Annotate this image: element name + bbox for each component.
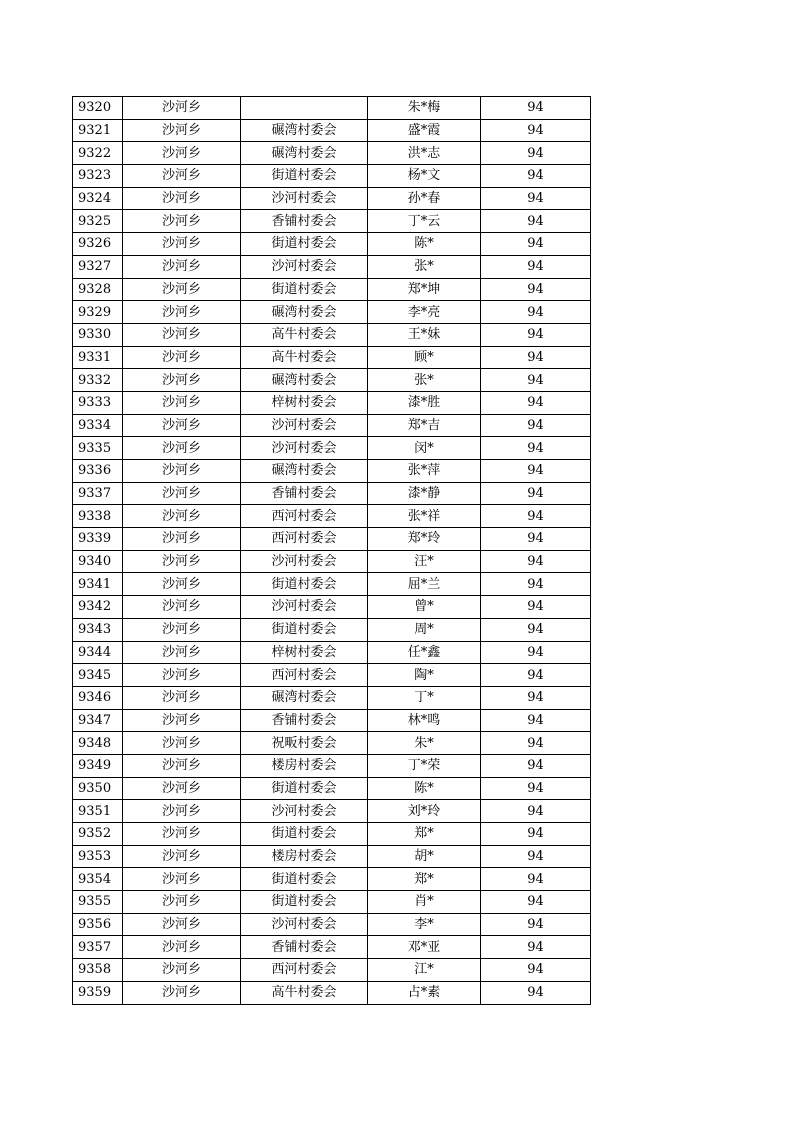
name-cell: 盛*霞 xyxy=(368,119,481,142)
village-committee-cell: 沙河村委会 xyxy=(241,437,368,460)
table-row xyxy=(73,754,591,777)
township-cell: 沙河乡 xyxy=(123,528,241,551)
name-cell: 漆*胜 xyxy=(368,391,481,414)
value-cell: 94 xyxy=(481,981,591,1004)
name-cell: 顾* xyxy=(368,346,481,369)
value-cell: 94 xyxy=(481,323,591,346)
township-cell: 沙河乡 xyxy=(123,913,241,936)
township-cell: 沙河乡 xyxy=(123,210,241,233)
row-number-cell: 9334 xyxy=(73,414,123,437)
value-cell: 94 xyxy=(481,550,591,573)
village-committee-cell: 碾湾村委会 xyxy=(241,119,368,142)
township-cell: 沙河乡 xyxy=(123,255,241,278)
row-number-cell: 9352 xyxy=(73,823,123,846)
value-cell: 94 xyxy=(481,823,591,846)
township-cell: 沙河乡 xyxy=(123,641,241,664)
row-number-cell: 9333 xyxy=(73,391,123,414)
township-cell: 沙河乡 xyxy=(123,97,241,120)
value-cell: 94 xyxy=(481,142,591,165)
value-cell: 94 xyxy=(481,482,591,505)
table-row xyxy=(73,482,591,505)
value-cell: 94 xyxy=(481,618,591,641)
row-number-cell: 9330 xyxy=(73,323,123,346)
village-committee-cell: 沙河村委会 xyxy=(241,550,368,573)
row-number-cell: 9323 xyxy=(73,165,123,188)
row-number-cell: 9359 xyxy=(73,981,123,1004)
name-cell: 胡* xyxy=(368,845,481,868)
value-cell: 94 xyxy=(481,255,591,278)
name-cell: 曾* xyxy=(368,596,481,619)
table-row xyxy=(73,233,591,256)
row-number-cell: 9338 xyxy=(73,505,123,528)
name-cell: 闵* xyxy=(368,437,481,460)
name-cell: 朱*梅 xyxy=(368,97,481,120)
table-row xyxy=(73,414,591,437)
village-committee-cell: 沙河村委会 xyxy=(241,255,368,278)
row-number-cell: 9340 xyxy=(73,550,123,573)
value-cell: 94 xyxy=(481,959,591,982)
village-committee-cell: 碾湾村委会 xyxy=(241,460,368,483)
value-cell: 94 xyxy=(481,596,591,619)
row-number-cell: 9324 xyxy=(73,187,123,210)
village-committee-cell: 梓树村委会 xyxy=(241,391,368,414)
table-row xyxy=(73,550,591,573)
village-committee-cell: 高牛村委会 xyxy=(241,323,368,346)
village-committee-cell: 街道村委会 xyxy=(241,618,368,641)
table-row xyxy=(73,278,591,301)
value-cell: 94 xyxy=(481,369,591,392)
village-committee-cell: 西河村委会 xyxy=(241,664,368,687)
value-cell: 94 xyxy=(481,754,591,777)
table-row xyxy=(73,868,591,891)
name-cell: 郑*玲 xyxy=(368,528,481,551)
township-cell: 沙河乡 xyxy=(123,346,241,369)
value-cell: 94 xyxy=(481,437,591,460)
value-cell: 94 xyxy=(481,165,591,188)
value-cell: 94 xyxy=(481,233,591,256)
value-cell: 94 xyxy=(481,845,591,868)
name-cell: 张*祥 xyxy=(368,505,481,528)
row-number-cell: 9339 xyxy=(73,528,123,551)
name-cell: 郑*吉 xyxy=(368,414,481,437)
township-cell: 沙河乡 xyxy=(123,460,241,483)
village-committee-cell: 沙河村委会 xyxy=(241,913,368,936)
township-cell: 沙河乡 xyxy=(123,323,241,346)
township-cell: 沙河乡 xyxy=(123,301,241,324)
value-cell: 94 xyxy=(481,573,591,596)
row-number-cell: 9356 xyxy=(73,913,123,936)
row-number-cell: 9350 xyxy=(73,777,123,800)
township-cell: 沙河乡 xyxy=(123,754,241,777)
row-number-cell: 9345 xyxy=(73,664,123,687)
table-row xyxy=(73,959,591,982)
value-cell: 94 xyxy=(481,278,591,301)
village-committee-cell: 碾湾村委会 xyxy=(241,301,368,324)
name-cell: 陈* xyxy=(368,777,481,800)
name-cell: 汪* xyxy=(368,550,481,573)
village-committee-cell: 西河村委会 xyxy=(241,505,368,528)
row-number-cell: 9332 xyxy=(73,369,123,392)
name-cell: 刘*玲 xyxy=(368,800,481,823)
table-row xyxy=(73,573,591,596)
village-committee-cell: 西河村委会 xyxy=(241,959,368,982)
table-row xyxy=(73,596,591,619)
township-cell: 沙河乡 xyxy=(123,936,241,959)
table-row xyxy=(73,323,591,346)
value-cell: 94 xyxy=(481,391,591,414)
township-cell: 沙河乡 xyxy=(123,414,241,437)
township-cell: 沙河乡 xyxy=(123,550,241,573)
value-cell: 94 xyxy=(481,505,591,528)
row-number-cell: 9336 xyxy=(73,460,123,483)
name-cell: 任*鑫 xyxy=(368,641,481,664)
village-committee-cell: 祝畈村委会 xyxy=(241,732,368,755)
row-number-cell: 9335 xyxy=(73,437,123,460)
township-cell: 沙河乡 xyxy=(123,369,241,392)
value-cell: 94 xyxy=(481,868,591,891)
value-cell: 94 xyxy=(481,732,591,755)
village-committee-cell: 高牛村委会 xyxy=(241,346,368,369)
village-committee-cell: 街道村委会 xyxy=(241,233,368,256)
name-cell: 林*鸣 xyxy=(368,709,481,732)
village-committee-cell: 沙河村委会 xyxy=(241,187,368,210)
township-cell: 沙河乡 xyxy=(123,777,241,800)
village-committee-cell: 香铺村委会 xyxy=(241,482,368,505)
township-cell: 沙河乡 xyxy=(123,709,241,732)
row-number-cell: 9353 xyxy=(73,845,123,868)
township-cell: 沙河乡 xyxy=(123,165,241,188)
township-cell: 沙河乡 xyxy=(123,142,241,165)
table-row xyxy=(73,823,591,846)
table-row xyxy=(73,97,591,120)
value-cell: 94 xyxy=(481,664,591,687)
table-row xyxy=(73,891,591,914)
name-cell: 屈*兰 xyxy=(368,573,481,596)
name-cell: 肖* xyxy=(368,891,481,914)
row-number-cell: 9337 xyxy=(73,482,123,505)
value-cell: 94 xyxy=(481,97,591,120)
row-number-cell: 9358 xyxy=(73,959,123,982)
name-cell: 张*萍 xyxy=(368,460,481,483)
village-committee-cell xyxy=(241,97,368,120)
township-cell: 沙河乡 xyxy=(123,119,241,142)
row-number-cell: 9343 xyxy=(73,618,123,641)
row-number-cell: 9329 xyxy=(73,301,123,324)
table-row xyxy=(73,528,591,551)
row-number-cell: 9331 xyxy=(73,346,123,369)
value-cell: 94 xyxy=(481,913,591,936)
name-cell: 江* xyxy=(368,959,481,982)
table-row xyxy=(73,664,591,687)
table-row xyxy=(73,505,591,528)
name-cell: 李*亮 xyxy=(368,301,481,324)
table-row xyxy=(73,936,591,959)
table-row xyxy=(73,142,591,165)
name-cell: 朱* xyxy=(368,732,481,755)
township-cell: 沙河乡 xyxy=(123,278,241,301)
table-row xyxy=(73,800,591,823)
row-number-cell: 9355 xyxy=(73,891,123,914)
row-number-cell: 9320 xyxy=(73,97,123,120)
row-number-cell: 9341 xyxy=(73,573,123,596)
name-cell: 周* xyxy=(368,618,481,641)
table-row xyxy=(73,913,591,936)
name-cell: 张* xyxy=(368,255,481,278)
village-committee-cell: 楼房村委会 xyxy=(241,845,368,868)
table-row xyxy=(73,437,591,460)
township-cell: 沙河乡 xyxy=(123,437,241,460)
table-row xyxy=(73,119,591,142)
row-number-cell: 9348 xyxy=(73,732,123,755)
table-row xyxy=(73,845,591,868)
name-cell: 郑*坤 xyxy=(368,278,481,301)
row-number-cell: 9321 xyxy=(73,119,123,142)
village-committee-cell: 香铺村委会 xyxy=(241,936,368,959)
township-cell: 沙河乡 xyxy=(123,891,241,914)
value-cell: 94 xyxy=(481,800,591,823)
value-cell: 94 xyxy=(481,119,591,142)
name-cell: 漆*静 xyxy=(368,482,481,505)
township-cell: 沙河乡 xyxy=(123,233,241,256)
village-committee-cell: 高牛村委会 xyxy=(241,981,368,1004)
table-row xyxy=(73,981,591,1004)
name-cell: 郑* xyxy=(368,823,481,846)
name-cell: 杨*文 xyxy=(368,165,481,188)
village-committee-cell: 梓树村委会 xyxy=(241,641,368,664)
name-cell: 陶* xyxy=(368,664,481,687)
value-cell: 94 xyxy=(481,891,591,914)
data-table xyxy=(72,96,591,1005)
village-committee-cell: 街道村委会 xyxy=(241,868,368,891)
township-cell: 沙河乡 xyxy=(123,187,241,210)
name-cell: 王*妹 xyxy=(368,323,481,346)
table-row xyxy=(73,165,591,188)
table-row xyxy=(73,460,591,483)
row-number-cell: 9351 xyxy=(73,800,123,823)
name-cell: 丁*云 xyxy=(368,210,481,233)
value-cell: 94 xyxy=(481,777,591,800)
table-row xyxy=(73,301,591,324)
name-cell: 孙*春 xyxy=(368,187,481,210)
table-row xyxy=(73,369,591,392)
table-row xyxy=(73,391,591,414)
village-committee-cell: 西河村委会 xyxy=(241,528,368,551)
name-cell: 李* xyxy=(368,913,481,936)
table-row xyxy=(73,187,591,210)
table-row xyxy=(73,255,591,278)
value-cell: 94 xyxy=(481,210,591,233)
name-cell: 洪*志 xyxy=(368,142,481,165)
village-committee-cell: 街道村委会 xyxy=(241,823,368,846)
name-cell: 郑* xyxy=(368,868,481,891)
row-number-cell: 9349 xyxy=(73,754,123,777)
row-number-cell: 9342 xyxy=(73,596,123,619)
row-number-cell: 9344 xyxy=(73,641,123,664)
township-cell: 沙河乡 xyxy=(123,482,241,505)
table-body xyxy=(73,97,591,1005)
value-cell: 94 xyxy=(481,528,591,551)
village-committee-cell: 街道村委会 xyxy=(241,891,368,914)
township-cell: 沙河乡 xyxy=(123,573,241,596)
village-committee-cell: 沙河村委会 xyxy=(241,414,368,437)
row-number-cell: 9347 xyxy=(73,709,123,732)
value-cell: 94 xyxy=(481,414,591,437)
row-number-cell: 9327 xyxy=(73,255,123,278)
table-row xyxy=(73,618,591,641)
township-cell: 沙河乡 xyxy=(123,981,241,1004)
row-number-cell: 9354 xyxy=(73,868,123,891)
village-committee-cell: 街道村委会 xyxy=(241,165,368,188)
village-committee-cell: 碾湾村委会 xyxy=(241,369,368,392)
row-number-cell: 9325 xyxy=(73,210,123,233)
village-committee-cell: 香铺村委会 xyxy=(241,709,368,732)
township-cell: 沙河乡 xyxy=(123,686,241,709)
village-committee-cell: 碾湾村委会 xyxy=(241,142,368,165)
township-cell: 沙河乡 xyxy=(123,391,241,414)
table-row xyxy=(73,709,591,732)
row-number-cell: 9326 xyxy=(73,233,123,256)
name-cell: 陈* xyxy=(368,233,481,256)
village-committee-cell: 碾湾村委会 xyxy=(241,686,368,709)
name-cell: 占*素 xyxy=(368,981,481,1004)
value-cell: 94 xyxy=(481,346,591,369)
township-cell: 沙河乡 xyxy=(123,959,241,982)
township-cell: 沙河乡 xyxy=(123,868,241,891)
name-cell: 丁*荣 xyxy=(368,754,481,777)
table-row xyxy=(73,686,591,709)
village-committee-cell: 沙河村委会 xyxy=(241,800,368,823)
value-cell: 94 xyxy=(481,187,591,210)
name-cell: 张* xyxy=(368,369,481,392)
value-cell: 94 xyxy=(481,301,591,324)
village-committee-cell: 沙河村委会 xyxy=(241,596,368,619)
table-row xyxy=(73,210,591,233)
value-cell: 94 xyxy=(481,709,591,732)
value-cell: 94 xyxy=(481,936,591,959)
township-cell: 沙河乡 xyxy=(123,505,241,528)
name-cell: 邓*亚 xyxy=(368,936,481,959)
township-cell: 沙河乡 xyxy=(123,732,241,755)
village-committee-cell: 楼房村委会 xyxy=(241,754,368,777)
village-committee-cell: 街道村委会 xyxy=(241,777,368,800)
village-committee-cell: 香铺村委会 xyxy=(241,210,368,233)
township-cell: 沙河乡 xyxy=(123,596,241,619)
township-cell: 沙河乡 xyxy=(123,845,241,868)
row-number-cell: 9346 xyxy=(73,686,123,709)
table-row xyxy=(73,777,591,800)
village-committee-cell: 街道村委会 xyxy=(241,278,368,301)
row-number-cell: 9328 xyxy=(73,278,123,301)
value-cell: 94 xyxy=(481,641,591,664)
row-number-cell: 9357 xyxy=(73,936,123,959)
township-cell: 沙河乡 xyxy=(123,823,241,846)
name-cell: 丁* xyxy=(368,686,481,709)
row-number-cell: 9322 xyxy=(73,142,123,165)
table-row xyxy=(73,732,591,755)
township-cell: 沙河乡 xyxy=(123,800,241,823)
value-cell: 94 xyxy=(481,460,591,483)
village-committee-cell: 街道村委会 xyxy=(241,573,368,596)
table-row xyxy=(73,346,591,369)
township-cell: 沙河乡 xyxy=(123,618,241,641)
township-cell: 沙河乡 xyxy=(123,664,241,687)
value-cell: 94 xyxy=(481,686,591,709)
table-row xyxy=(73,641,591,664)
